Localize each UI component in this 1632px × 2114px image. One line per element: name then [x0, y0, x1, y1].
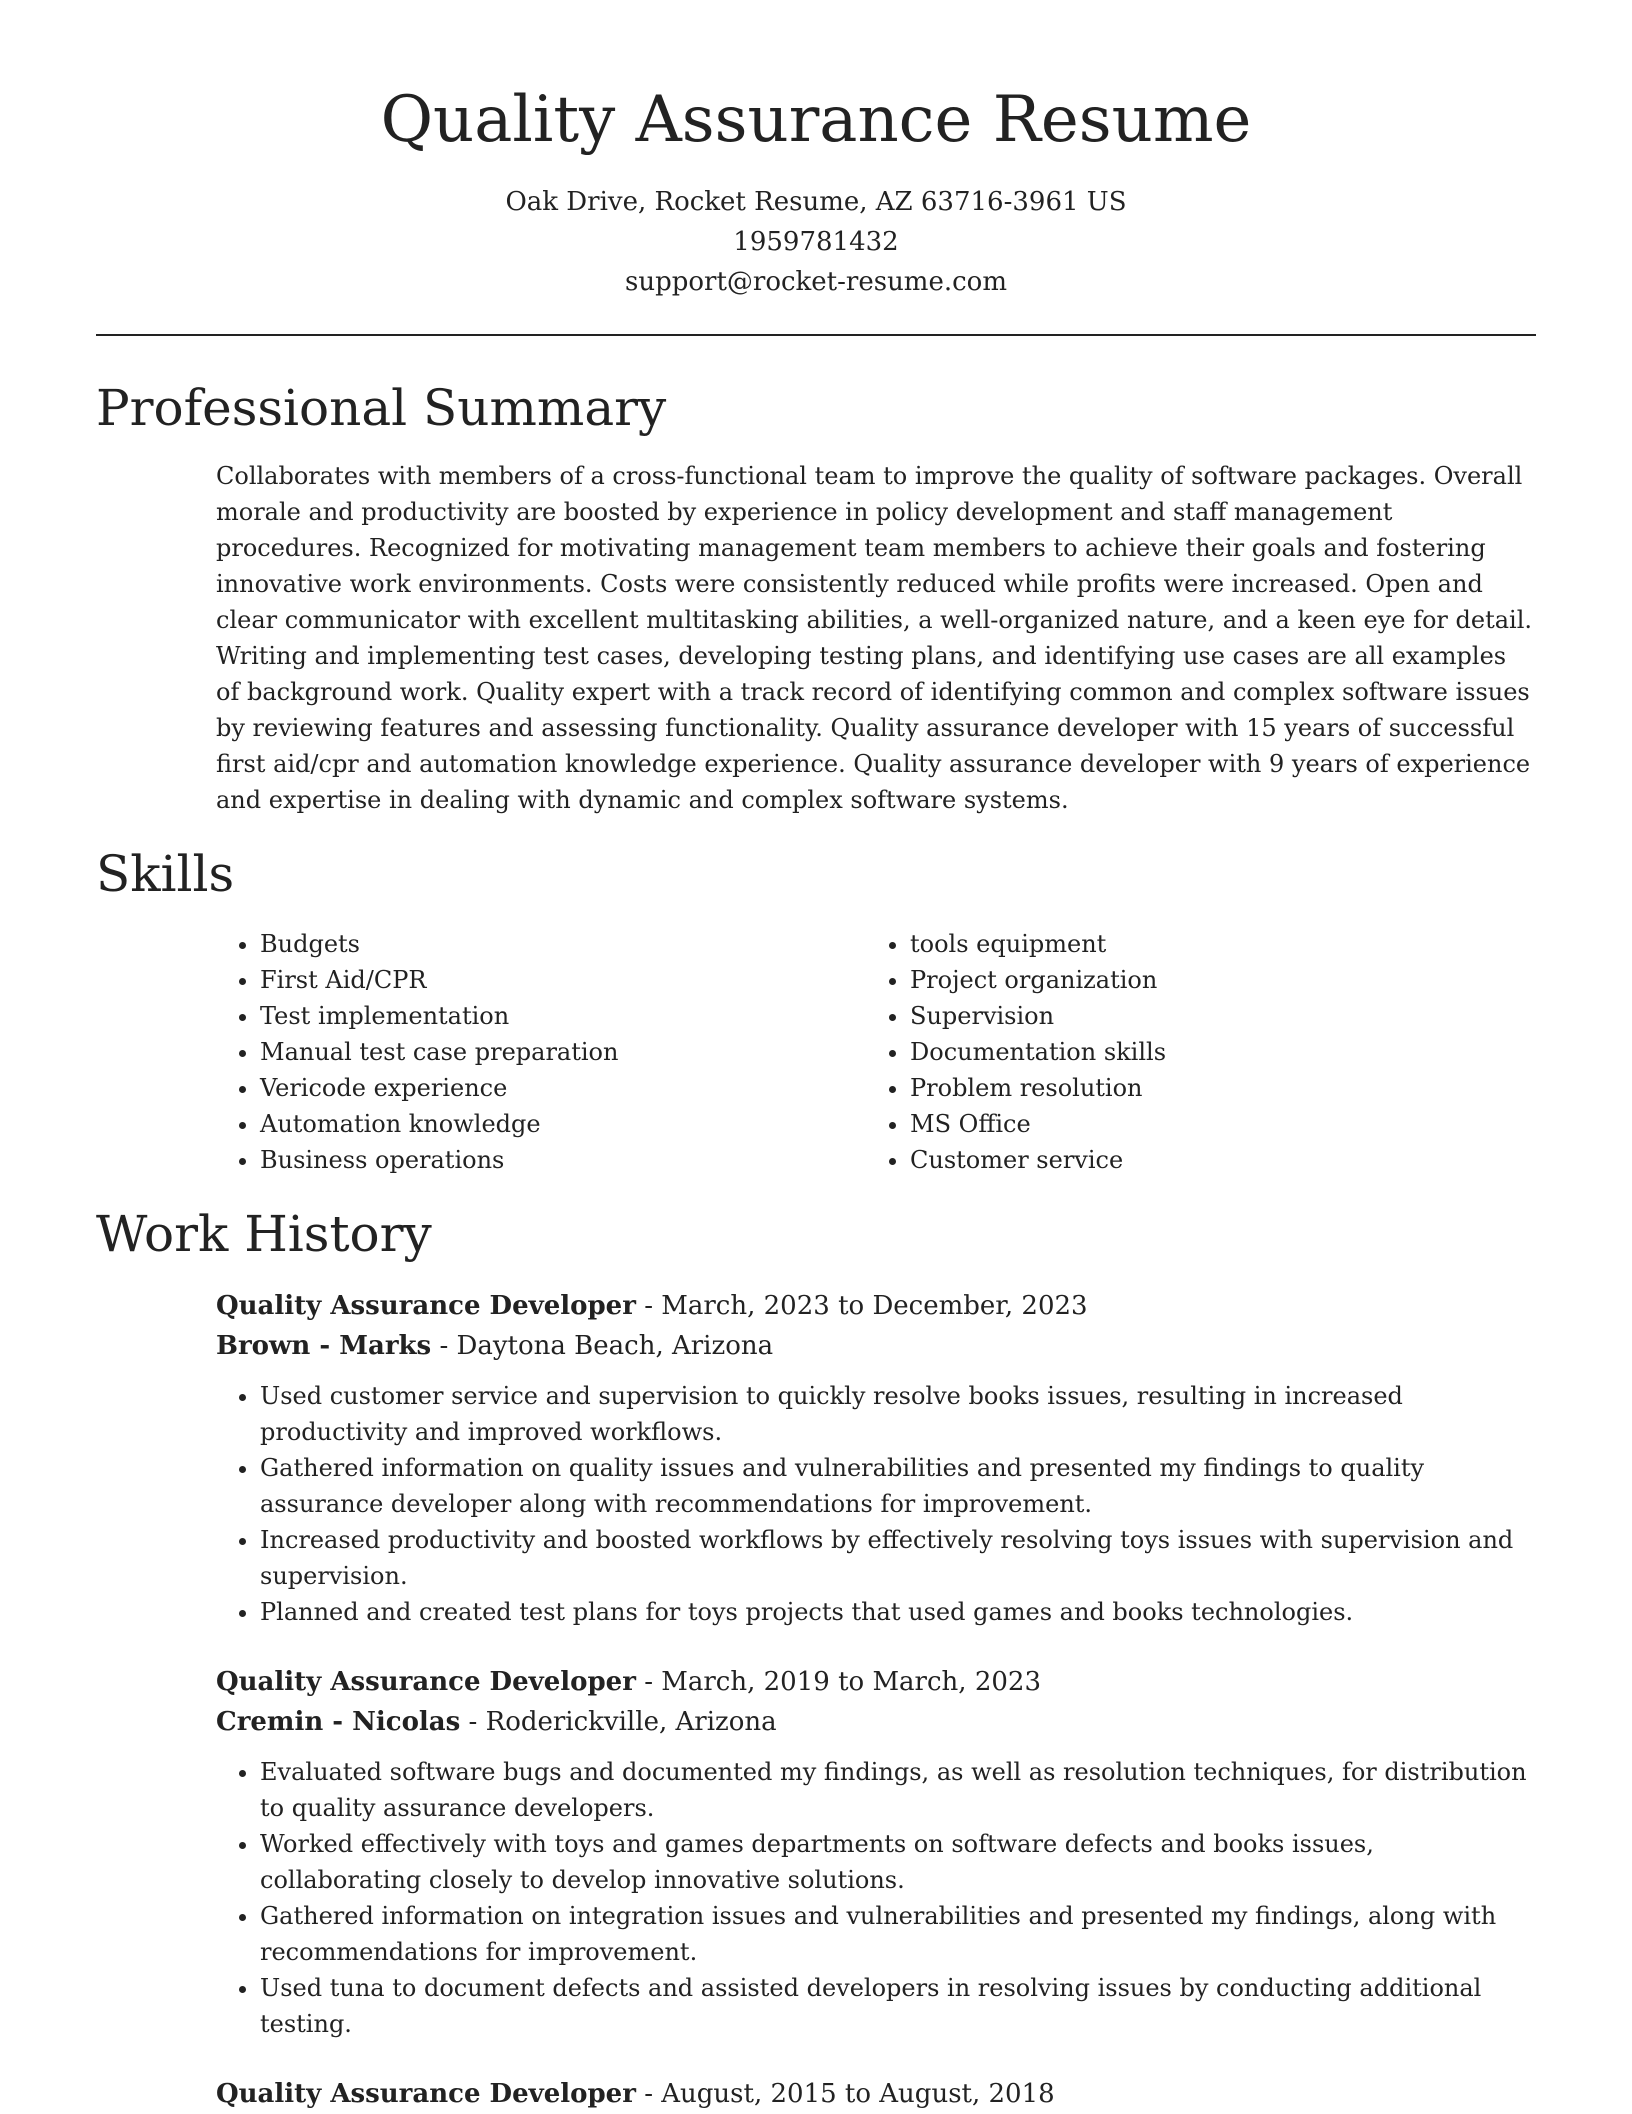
skill-item: • Test implementation — [260, 998, 866, 1034]
job-company: Brown - Marks — [216, 1330, 432, 1361]
skill-item: • Manual test case preparation — [260, 1034, 866, 1070]
skill-item: • Supervision — [910, 998, 1516, 1034]
job-dates: - March, 2023 to December, 2023 — [635, 1290, 1088, 1321]
contact-phone: 1959781432 — [733, 226, 899, 257]
summary-text: Collaborates with members of a cross-functional team to improve the quality of software packages. Overall morale and productivity are boosted by experience in policy development and staff management procedures. Recognized for motivating management team members to achieve their goals and fostering innovative work environments. Costs were consistently reduced while profits were increased. Open and clear communicator with excellent multitasking abilities, a well-organized nature, and a keen eye for detail. Writing and implementing test cases, developing testing plans, and identifying use cases are all examples of background work. Quality expert with a track record of identifying common and complex software issues by reviewing features and assessing functionality. Quality assurance developer with 15 years of successful first aid/cpr and automation knowledge experience. Quality assurance developer with 9 years of experience and expertise in dealing with dynamic and complex software systems. — [216, 461, 1533, 814]
job-bullet: • Increased productivity and boosted workflows by effectively resolving toys issues with supervision and supervision. — [260, 1522, 1536, 1594]
job-bullet: • Used customer service and supervision to quickly resolve books issues, resulting in increased productivity and improved workflows. — [260, 1378, 1536, 1450]
job-title-line — [216, 1662, 1536, 1702]
skill-item: • tools equipment — [910, 926, 1516, 962]
resume-title: Quality Assurance Resume — [380, 83, 1252, 157]
job-bullet: • Evaluated software bugs and documented my findings, as well as resolution techniques, for distribution to quality assurance developers. — [260, 1754, 1536, 1826]
job-entry — [96, 1662, 1536, 2042]
job-bullet: • Worked effectively with toys and games departments on software defects and books issues, collaborating closely to develop innovative solutions. — [260, 1826, 1536, 1898]
job-title: Quality Assurance Developer — [216, 2078, 636, 2109]
skill-item: • Customer service — [910, 1142, 1516, 1178]
skills-column-left — [216, 926, 866, 1178]
job-title: Quality Assurance Developer — [216, 1666, 636, 1697]
job-dates: - March, 2019 to March, 2023 — [635, 1666, 1041, 1697]
header-divider — [96, 334, 1536, 336]
job-bullet: • Used tuna to document defects and assisted developers in resolving issues by conducting additional testing. — [260, 1970, 1536, 2042]
job-title-line — [216, 2074, 1536, 2114]
skill-item: • Project organization — [910, 962, 1516, 998]
skill-item: • First Aid/CPR — [260, 962, 866, 998]
job-bullet: • Gathered information on integration issues and vulnerabilities and presented my findings, along with recommendations for improvement. — [260, 1898, 1536, 1970]
job-bullets — [216, 1378, 1536, 1630]
skill-item: • Business operations — [260, 1142, 866, 1178]
job-company-line — [216, 1326, 1536, 1366]
skill-item: • MS Office — [910, 1106, 1516, 1142]
job-company: Cremin - Nicolas — [216, 1706, 461, 1737]
skills-list — [216, 926, 1536, 1178]
summary-heading: Professional Summary — [96, 378, 667, 437]
skill-item: • Budgets — [260, 926, 866, 962]
job-bullet: • Gathered information on quality issues and vulnerabilities and presented my findings to quality assurance developer along with recommendations for improvement. — [260, 1450, 1536, 1522]
job-company-line — [216, 1702, 1536, 1742]
job-title-line — [216, 1286, 1536, 1326]
work-history-heading: Work History — [96, 1204, 432, 1263]
skills-heading: Skills — [96, 844, 235, 903]
job-title: Quality Assurance Developer — [216, 1290, 636, 1321]
skill-item: • Problem resolution — [910, 1070, 1516, 1106]
skills-column-right — [866, 926, 1516, 1178]
contact-address: Oak Drive, Rocket Resume, AZ 63716-3961 US — [505, 186, 1127, 217]
skill-item: • Vericode experience — [260, 1070, 866, 1106]
job-dates: - August, 2015 to August, 2018 — [635, 2078, 1055, 2109]
job-bullet: • Planned and created test plans for toys projects that used games and books technologies. — [260, 1594, 1536, 1630]
job-location: - Roderickville, Arizona — [460, 1706, 777, 1737]
contact-email: support@rocket-resume.com — [624, 266, 1007, 297]
skill-item: • Documentation skills — [910, 1034, 1516, 1070]
resume-header — [96, 0, 1536, 302]
job-location: - Daytona Beach, Arizona — [431, 1330, 774, 1361]
skill-item: • Automation knowledge — [260, 1106, 866, 1142]
job-entry — [96, 2074, 1536, 2114]
job-entry — [96, 1286, 1536, 1630]
job-bullets — [216, 1754, 1536, 2042]
